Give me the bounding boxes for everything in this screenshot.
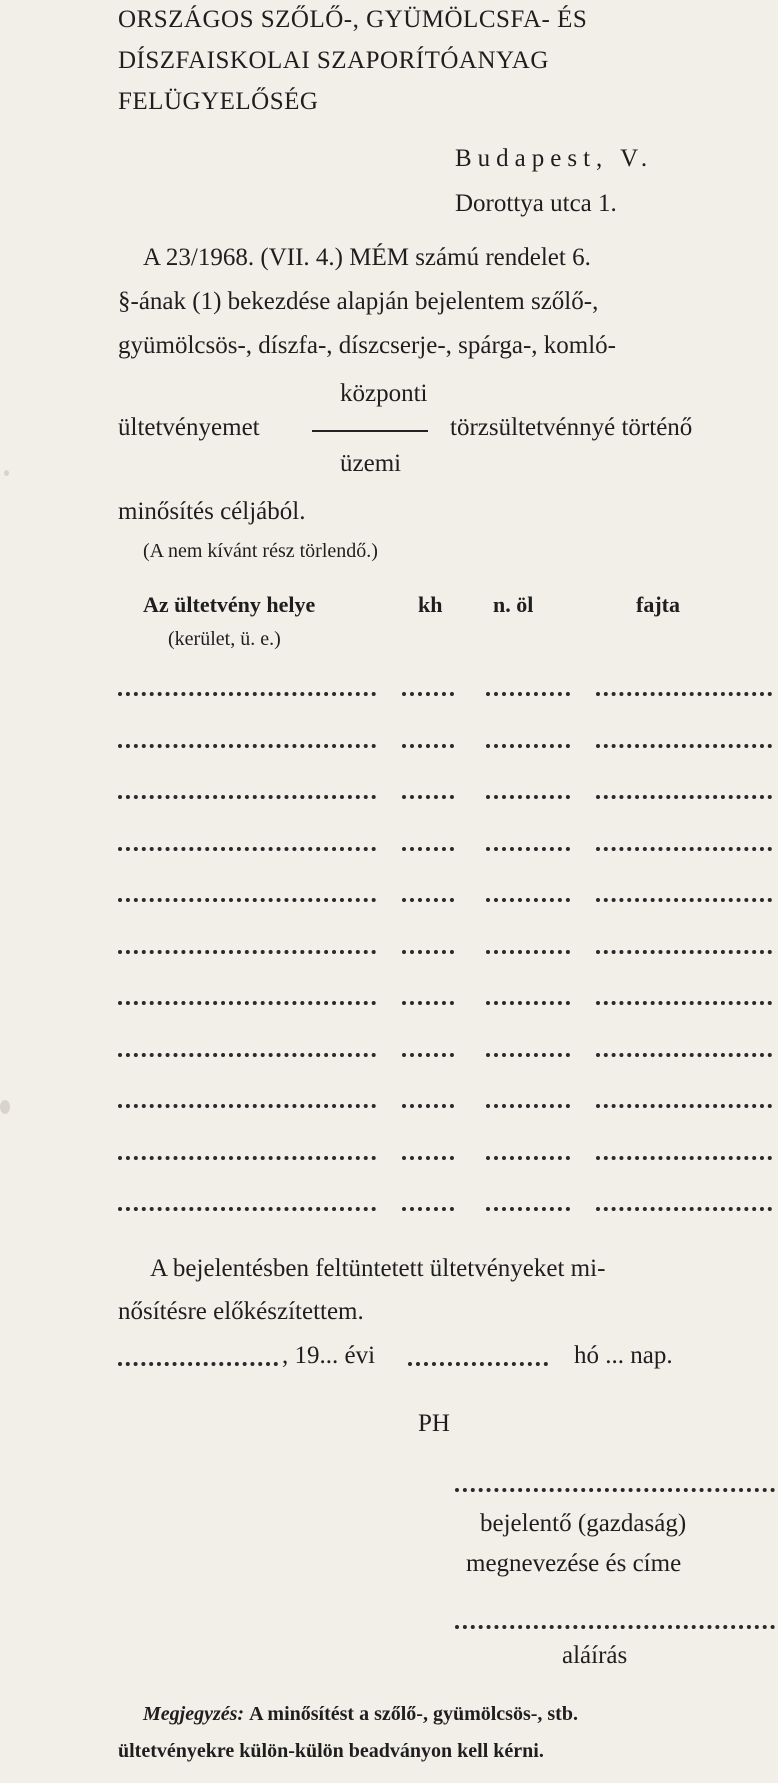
place-field[interactable]	[118, 744, 376, 748]
right-words: törzsültetvénnyé történő	[450, 414, 693, 441]
place-field[interactable]	[118, 1207, 376, 1211]
date-month-field[interactable]	[408, 1362, 548, 1366]
fajta-field[interactable]	[596, 1207, 772, 1211]
place-field[interactable]	[118, 692, 376, 696]
nol-field[interactable]	[486, 898, 570, 902]
date-year-label: , 19... évi	[282, 1342, 376, 1369]
kh-field[interactable]	[402, 795, 454, 799]
fajta-field[interactable]	[596, 847, 772, 851]
purpose-text: minősítés céljából.	[118, 498, 306, 525]
org-line-1: ORSZÁGOS SZŐLŐ-, GYÜMÖLCSFA- ÉS	[118, 6, 588, 33]
fajta-field[interactable]	[596, 950, 772, 954]
kh-field[interactable]	[402, 1053, 454, 1057]
option-uzemi: üzemi	[340, 450, 402, 477]
nol-field[interactable]	[486, 795, 570, 799]
applicant-label-2: megnevezése és címe	[466, 1550, 682, 1577]
nol-field[interactable]	[486, 692, 570, 696]
kh-field[interactable]	[402, 692, 454, 696]
city: Budapest, V.	[455, 145, 654, 172]
col-header-kh: kh	[418, 592, 443, 617]
footnote-line-1	[143, 1703, 578, 1726]
place-field[interactable]	[118, 847, 376, 851]
nol-field[interactable]	[486, 1053, 570, 1057]
fajta-field[interactable]	[596, 1001, 772, 1005]
nol-field[interactable]	[486, 847, 570, 851]
nol-field[interactable]	[486, 1207, 570, 1211]
place-field[interactable]	[118, 898, 376, 902]
declaration-line-1: A bejelentésben feltüntetett ültetvényeket mi-	[150, 1255, 606, 1282]
col-header-place: Az ültetvény helye	[143, 592, 316, 617]
paper-speck	[0, 1100, 10, 1114]
fajta-field[interactable]	[596, 744, 772, 748]
footnote-line-2: ültetvényekre külön-külön beadványon kell kérni.	[118, 1740, 544, 1762]
ph-stamp-label: PH	[418, 1410, 450, 1437]
col-header-nol: n. öl	[493, 592, 534, 617]
place-field[interactable]	[118, 1156, 376, 1160]
nol-field[interactable]	[486, 1156, 570, 1160]
signature-field[interactable]	[455, 1625, 775, 1629]
fajta-field[interactable]	[596, 1053, 772, 1057]
footnote-title: Megjegyzés:	[143, 1703, 245, 1725]
nol-field[interactable]	[486, 1104, 570, 1108]
kh-field[interactable]	[402, 744, 454, 748]
kh-field[interactable]	[402, 950, 454, 954]
nol-field[interactable]	[486, 1001, 570, 1005]
intro-line-2: §-ának (1) bekezdése alapján bejelentem szőlő-,	[118, 288, 599, 315]
paper-speck	[4, 470, 9, 476]
declaration-line-2: nősítésre előkészítettem.	[118, 1298, 364, 1325]
org-line-3: FELÜGYELŐSÉG	[118, 88, 319, 115]
kh-field[interactable]	[402, 1207, 454, 1211]
fajta-field[interactable]	[596, 692, 772, 696]
street: Dorottya utca 1.	[455, 190, 617, 217]
footnote-text-1: A minősítést a szőlő-, gyümölcsös-, stb.	[249, 1703, 578, 1725]
place-field[interactable]	[118, 950, 376, 954]
kh-field[interactable]	[402, 1156, 454, 1160]
deletion-note: (A nem kívánt rész törlendő.)	[143, 540, 378, 562]
applicant-name-field[interactable]	[455, 1488, 775, 1492]
fajta-field[interactable]	[596, 1156, 772, 1160]
applicant-label-1: bejelentő (gazdaság)	[480, 1510, 687, 1537]
option-separator-line	[312, 430, 428, 432]
org-line-2: DÍSZFAISKOLAI SZAPORÍTÓANYAG	[118, 47, 549, 74]
nol-field[interactable]	[486, 744, 570, 748]
place-field[interactable]	[118, 1001, 376, 1005]
place-field[interactable]	[118, 1053, 376, 1057]
signature-label: aláírás	[562, 1642, 628, 1669]
kh-field[interactable]	[402, 1001, 454, 1005]
place-field[interactable]	[118, 795, 376, 799]
intro-line-3: gyümölcsös-, díszfa-, díszcserje-, spárga-, komló-	[118, 332, 617, 359]
left-word: ültetvényemet	[118, 414, 260, 441]
place-field[interactable]	[118, 1104, 376, 1108]
col-header-fajta: fajta	[636, 592, 680, 617]
fajta-field[interactable]	[596, 1104, 772, 1108]
intro-line-1: A 23/1968. (VII. 4.) MÉM számú rendelet 6.	[143, 244, 591, 271]
fajta-field[interactable]	[596, 898, 772, 902]
date-place-field[interactable]	[118, 1362, 278, 1366]
fajta-field[interactable]	[596, 795, 772, 799]
kh-field[interactable]	[402, 898, 454, 902]
option-kozponti: központi	[340, 380, 428, 407]
kh-field[interactable]	[402, 1104, 454, 1108]
date-day-label: hó ... nap.	[574, 1342, 673, 1369]
kh-field[interactable]	[402, 847, 454, 851]
nol-field[interactable]	[486, 950, 570, 954]
col-header-place-sub: (kerület, ü. e.)	[168, 628, 281, 650]
